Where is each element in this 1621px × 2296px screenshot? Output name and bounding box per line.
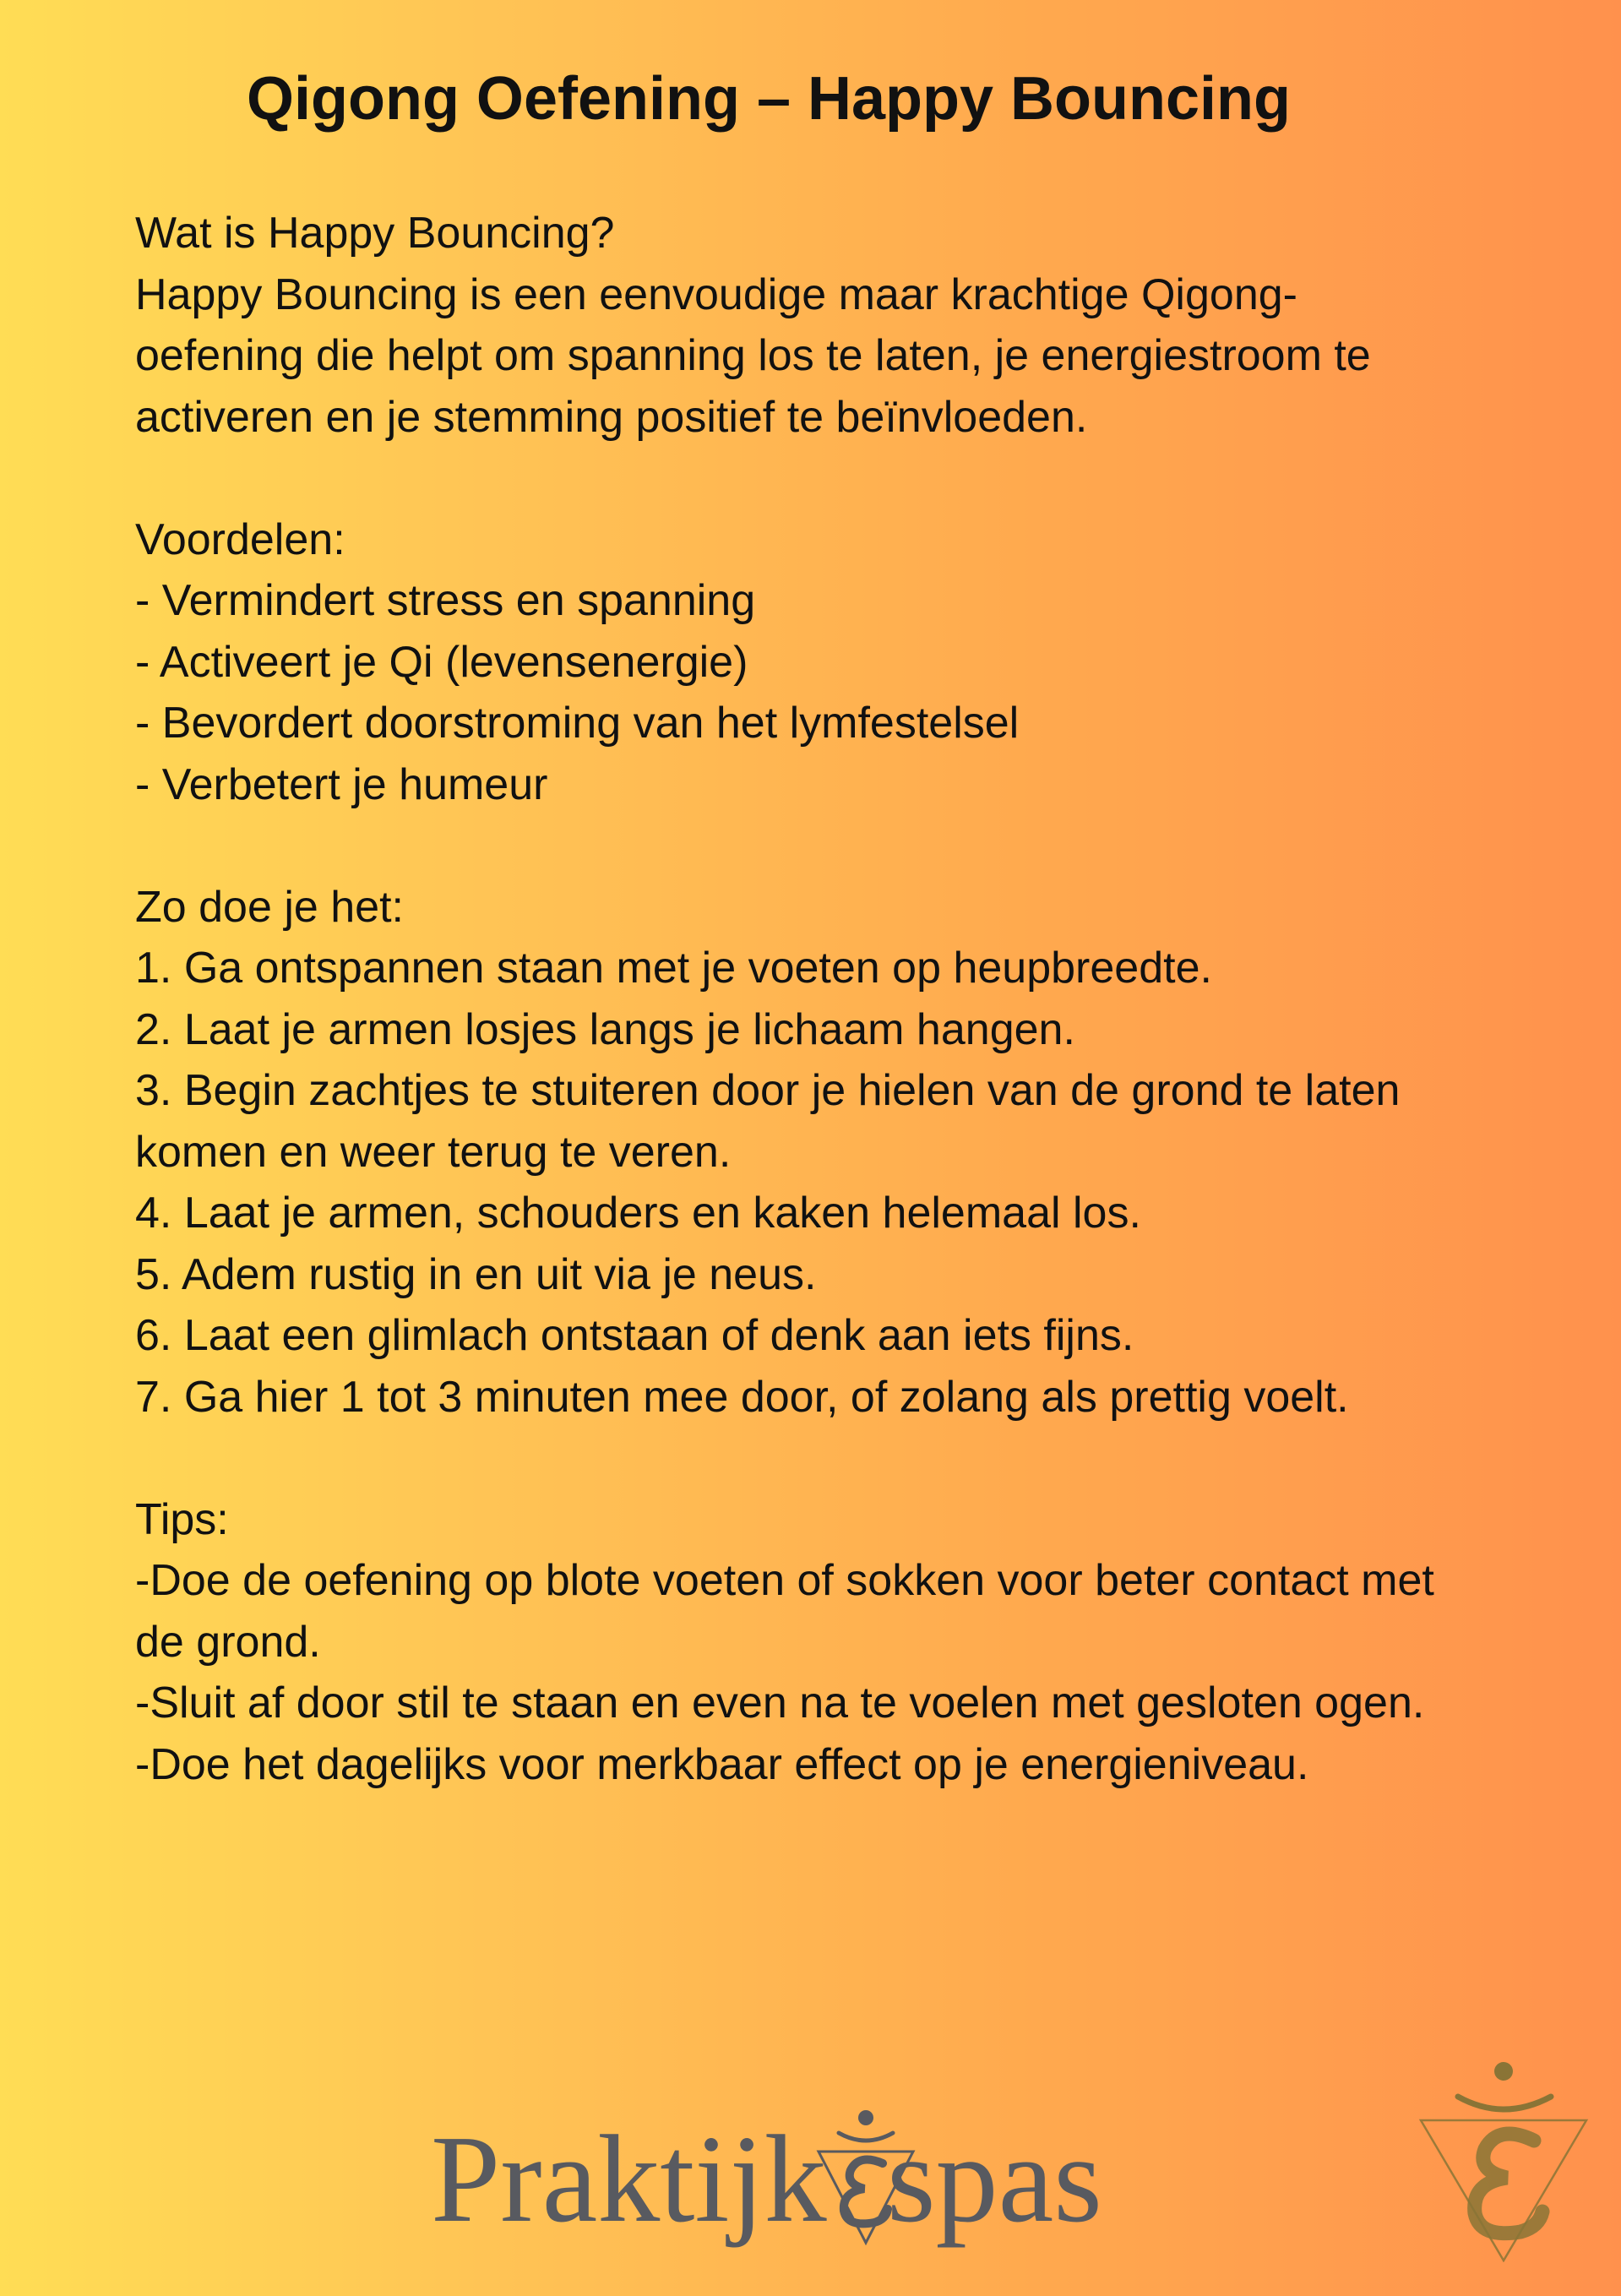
intro-heading: Wat is Happy Bouncing? <box>135 209 615 258</box>
praktijk-espas-logo <box>431 2108 1107 2251</box>
tips-heading: Tips: <box>135 1494 229 1544</box>
steps-heading: Zo doe je het: <box>135 882 404 932</box>
tips-section <box>135 1489 1436 1796</box>
step-item: 4. Laat je armen, schouders en kaken helemaal los. <box>135 1189 1141 1238</box>
tip-item: -Doe de oefening op blote voeten of sokken voor beter contact met de grond. <box>135 1556 1434 1667</box>
benefits-heading: Voordelen: <box>135 514 345 564</box>
benefit-item: - Bevordert doorstroming van het lymfestelsel <box>135 699 1020 748</box>
logo-word-praktijk: Praktijk <box>431 2110 827 2249</box>
step-item: 1. Ga ontspannen staan met je voeten op heupbreedte. <box>135 944 1212 993</box>
espas-emblem-icon <box>1416 2059 1591 2262</box>
step-item: 5. Adem rustig in en uit via je neus. <box>135 1249 817 1299</box>
benefit-item: - Verbetert je humeur <box>135 759 548 809</box>
document-body <box>135 203 1436 1795</box>
tip-item: -Sluit af door stil te staan en even na te voelen met gesloten ogen. <box>135 1678 1425 1727</box>
benefits-section <box>135 509 1436 816</box>
intro-section <box>135 203 1436 448</box>
step-item: 6. Laat een glimlach ontstaan of denk aan iets fijns. <box>135 1311 1134 1360</box>
logo-word-spas: spas <box>887 2110 1102 2249</box>
step-item: 7. Ga hier 1 tot 3 minuten mee door, of zolang als prettig voelt. <box>135 1372 1349 1422</box>
page-title: Qigong Oefening – Happy Bouncing <box>247 65 1291 133</box>
step-item: 3. Begin zachtjes te stuiteren door je hielen van de grond te laten komen en weer terug te veren. <box>135 1066 1401 1177</box>
intro-text: Happy Bouncing is een eenvoudige maar krachtige Qigong-oefening die helpt om spanning los te laten, je energiestroom te activeren en je stemming positief te beïnvloeden. <box>135 269 1371 442</box>
step-item: 2. Laat je armen losjes langs je lichaam hangen. <box>135 1004 1075 1054</box>
benefit-item: - Vermindert stress en spanning <box>135 576 756 625</box>
steps-section <box>135 877 1436 1428</box>
benefit-item: - Activeert je Qi (levensenergie) <box>135 637 748 687</box>
tip-item: -Doe het dagelijks voor merkbaar effect op je energieniveau. <box>135 1739 1309 1789</box>
